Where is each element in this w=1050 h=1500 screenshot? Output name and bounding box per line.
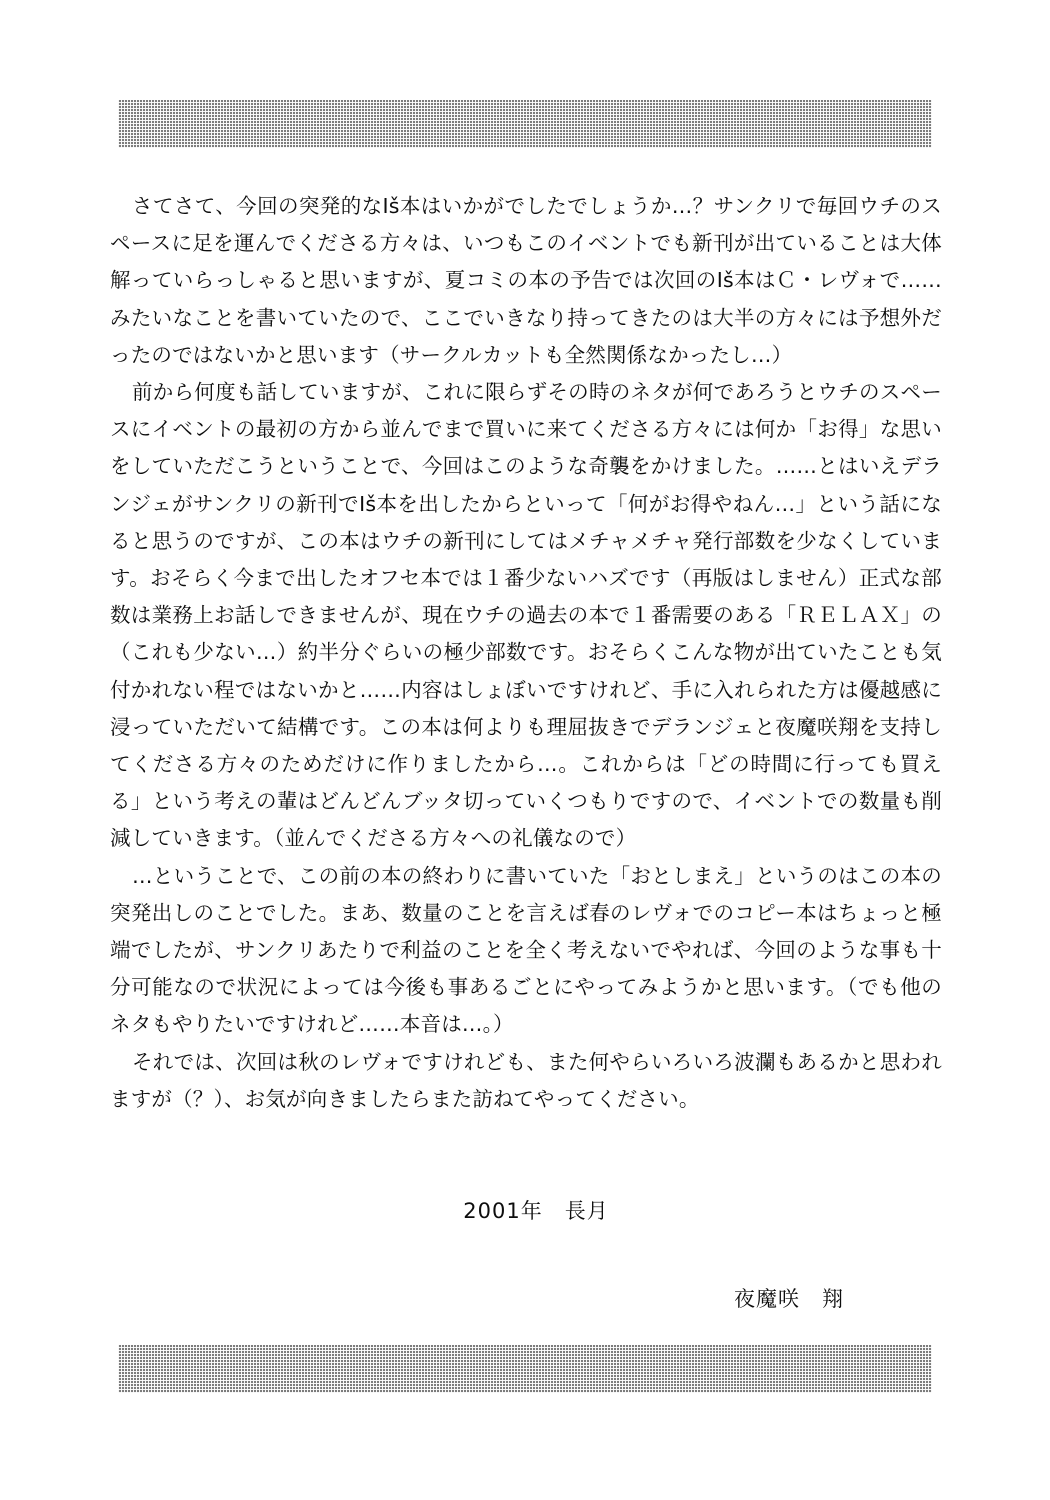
bottom-halftone-band bbox=[118, 1345, 932, 1393]
top-halftone-band bbox=[118, 100, 932, 148]
signature-date: 2001年 長月 bbox=[463, 1199, 609, 1223]
paragraph: それでは、次回は秋のレヴォですけれども、また何やらいろいろ波瀾もあるかと思われますが（？）、お気が向きましたらまた訪ねてやってください。 bbox=[110, 1049, 942, 1111]
paragraph: 前から何度も話していますが、これに限らずその時のネタが何であろうとウチのスペースにイベントの最初の方から並んでまで買いに来てくださる方々には何か「お得」な思いをしていただこうということで、今回はこのような奇襲をかけました。……とはいえデランジェがサンクリの新刊でIš本を出したからといって「何がお得やねん…」という話になると思うのですが、この本はウチの新刊にしてはメチャメチャ発行部数を少なくしています。おそらく今まで出したオフセ本では１番少ないハズです（再版はしません）正式な部数は業務上お話しできませんが、現在ウチの過去の本で１番需要のある「ＲＥＬＡＸ」の（これも少ない…）約半分ぐらいの極少部数です。おそらくこんな物が出ていたことも気付かれない程ではないかと……内容はしょぼいですけれど、手に入れられた方は優越感に浸っていただいて結構です。この本は何よりも理屈抜きでデランジェと夜魔咲翔を支持してくださる方々のためだけに作りましたから…。これからは「どの時間に行っても買える」という考えの輩はどんどんブッタ切っていくつもりですので、イベントでの数量も削減していきます。（並んでくださる方々への礼儀なので） bbox=[110, 380, 942, 851]
signature-name: 夜魔咲 翔 bbox=[734, 1287, 844, 1311]
afterword-text-body bbox=[110, 188, 942, 1118]
signature-block bbox=[110, 1195, 942, 1313]
paragraph: さてさて、今回の突発的なIš本はいかがでしたでしょうか…？サンクリで毎回ウチのスペースに足を運んでくださる方々は、いつもこのイベントでも新刊が出ていることは大体解っていらっしゃると思いますが、夏コミの本の予告では次回のIš本はＣ・レヴォで……みたいなことを書いていたので、ここでいきなり持ってきたのは大半の方々には予想外だったのではないかと思います（サークルカットも全然関係なかったし…） bbox=[110, 194, 942, 367]
paragraph: …ということで、この前の本の終わりに書いていた「おとしまえ」というのはこの本の突発出しのことでした。まあ、数量のことを言えば春のレヴォでのコピー本はちょっと極端でしたが、サンクリあたりで利益のことを全く考えないでやれば、今回のような事も十分可能なので状況によっては今後も事あるごとにやってみようかと思います。（でも他のネタもやりたいですけれど……本音は…。） bbox=[110, 863, 942, 1037]
